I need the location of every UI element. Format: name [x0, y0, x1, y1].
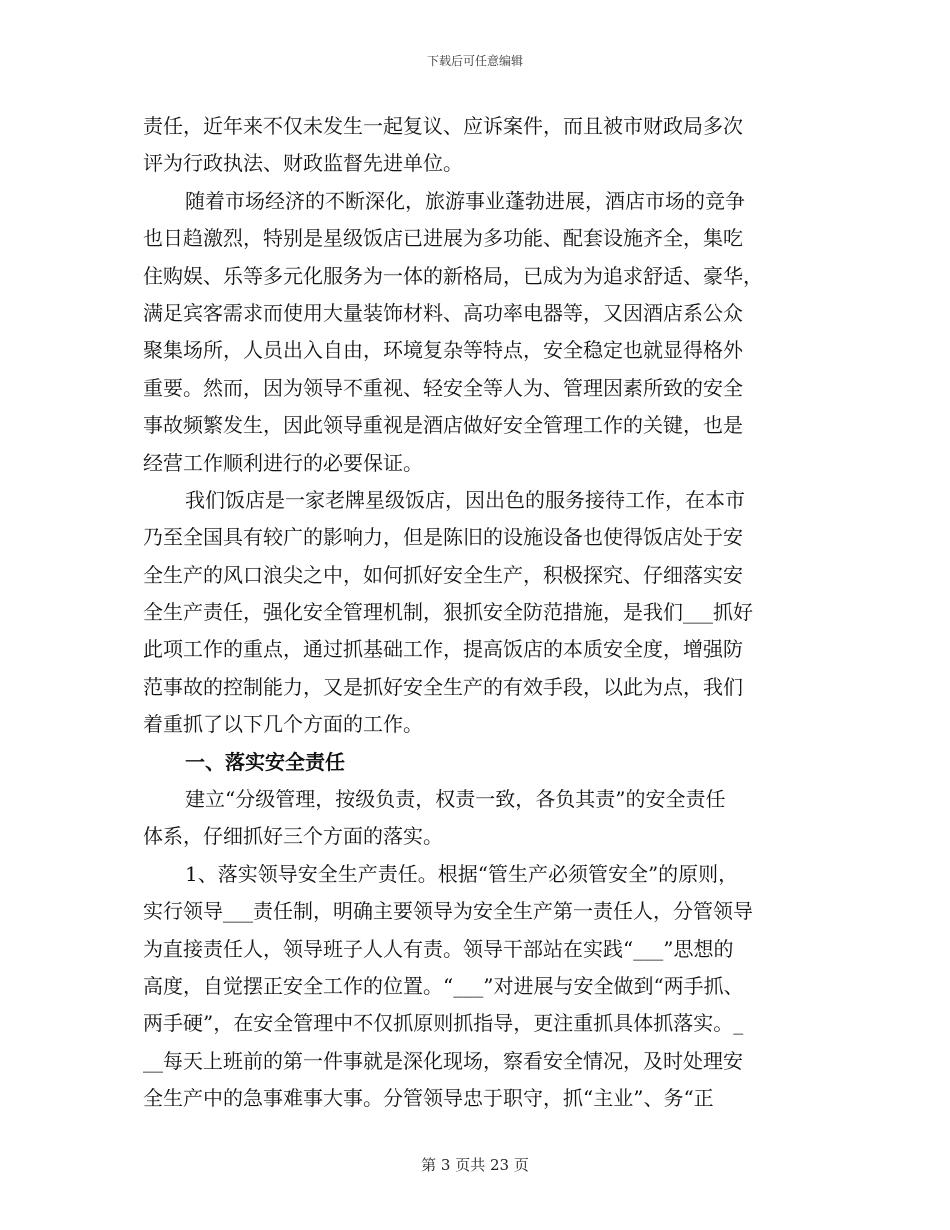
text-line: 事故频繁发生，因此领导重视是酒店做好安全管理工作的关键，也是	[143, 413, 743, 438]
document-body	[143, 108, 823, 1118]
text-line: 也日趋激烈，特别是星级饭店已进展为多功能、配套设施齐全，集吃	[143, 226, 743, 251]
page-header-note: 下载后可任意编辑	[426, 54, 523, 68]
text-line: 聚集场所，人员出入自由，环境复杂等特点，安全稳定也就显得格外	[143, 338, 743, 363]
text-line: 全生产的风口浪尖之中，如何抓好安全生产，积极探究、仔细落实安	[143, 562, 743, 587]
text-line: 为直接责任人，领导班子人人有责。领导干部站在实践“___”思想的	[143, 936, 734, 961]
text-line: 随着市场经济的不断深化，旅游事业蓬勃进展，酒店市场的竞争	[185, 188, 745, 213]
text-line: 高度，自觉摆正安全工作的位置。“___”对进展与安全做到“两手抓、	[143, 973, 744, 998]
text-line: 重要。然而，因为领导不重视、轻安全等人为、管理因素所致的安全	[143, 375, 743, 400]
text-line: 乃至全国具有较广的影响力，但是陈旧的设施设备也使得饭店处于安	[143, 525, 743, 550]
text-line: 范事故的控制能力，又是抓好安全生产的有效手段，以此为点，我们	[143, 674, 743, 699]
text-line: 满足宾客需求而使用大量装饰材料、高功率电器等，又因酒店系公众	[143, 300, 743, 325]
section-heading: 一、落实安全责任	[185, 749, 345, 774]
text-line: 责任，近年来不仅未发生一起复议、应诉案件，而且被市财政局多次	[143, 114, 743, 138]
text-line: 全生产责任，强化安全管理机制，狠抓安全防范措施，是我们___抓好	[143, 600, 753, 625]
text-line: 住购娱、乐等多元化服务为一体的新格局，已成为为追求舒适、豪华，	[143, 263, 763, 288]
text-line: 建立“分级管理，按级负责，权责一致，各负其责”的安全责任	[185, 787, 726, 812]
text-line: 体系，仔细抓好三个方面的落实。	[143, 824, 443, 849]
text-line: __每天上班前的第一件事就是深化现场，察看安全情况，及时处理安	[143, 1048, 743, 1073]
text-line: 此项工作的重点，通过抓基础工作，提高饭店的本质安全度，增强防	[143, 637, 743, 662]
text-line: 我们饭店是一家老牌星级饭店，因出色的服务接待工作，在本市	[185, 487, 745, 512]
text-line: 实行领导___责任制，明确主要领导为安全生产第一责任人，分管领导	[143, 899, 753, 924]
text-line: 1、落实领导安全生产责任。根据“管生产必须管安全”的原则，	[185, 861, 739, 886]
text-line: 评为行政执法、财政监督先进单位。	[143, 151, 463, 176]
text-line: 两手硬”，在安全管理中不仅抓原则抓指导，更注重抓具体抓落实。_	[143, 1011, 744, 1036]
page-number-footer: 第 3 页共 23 页	[421, 1156, 529, 1174]
text-line: 全生产中的急事难事大事。分管领导忠于职守，抓“主业”、务“正	[143, 1086, 714, 1111]
text-line: 着重抓了以下几个方面的工作。	[143, 712, 423, 737]
text-line: 经营工作顺利进行的必要保证。	[143, 450, 423, 475]
